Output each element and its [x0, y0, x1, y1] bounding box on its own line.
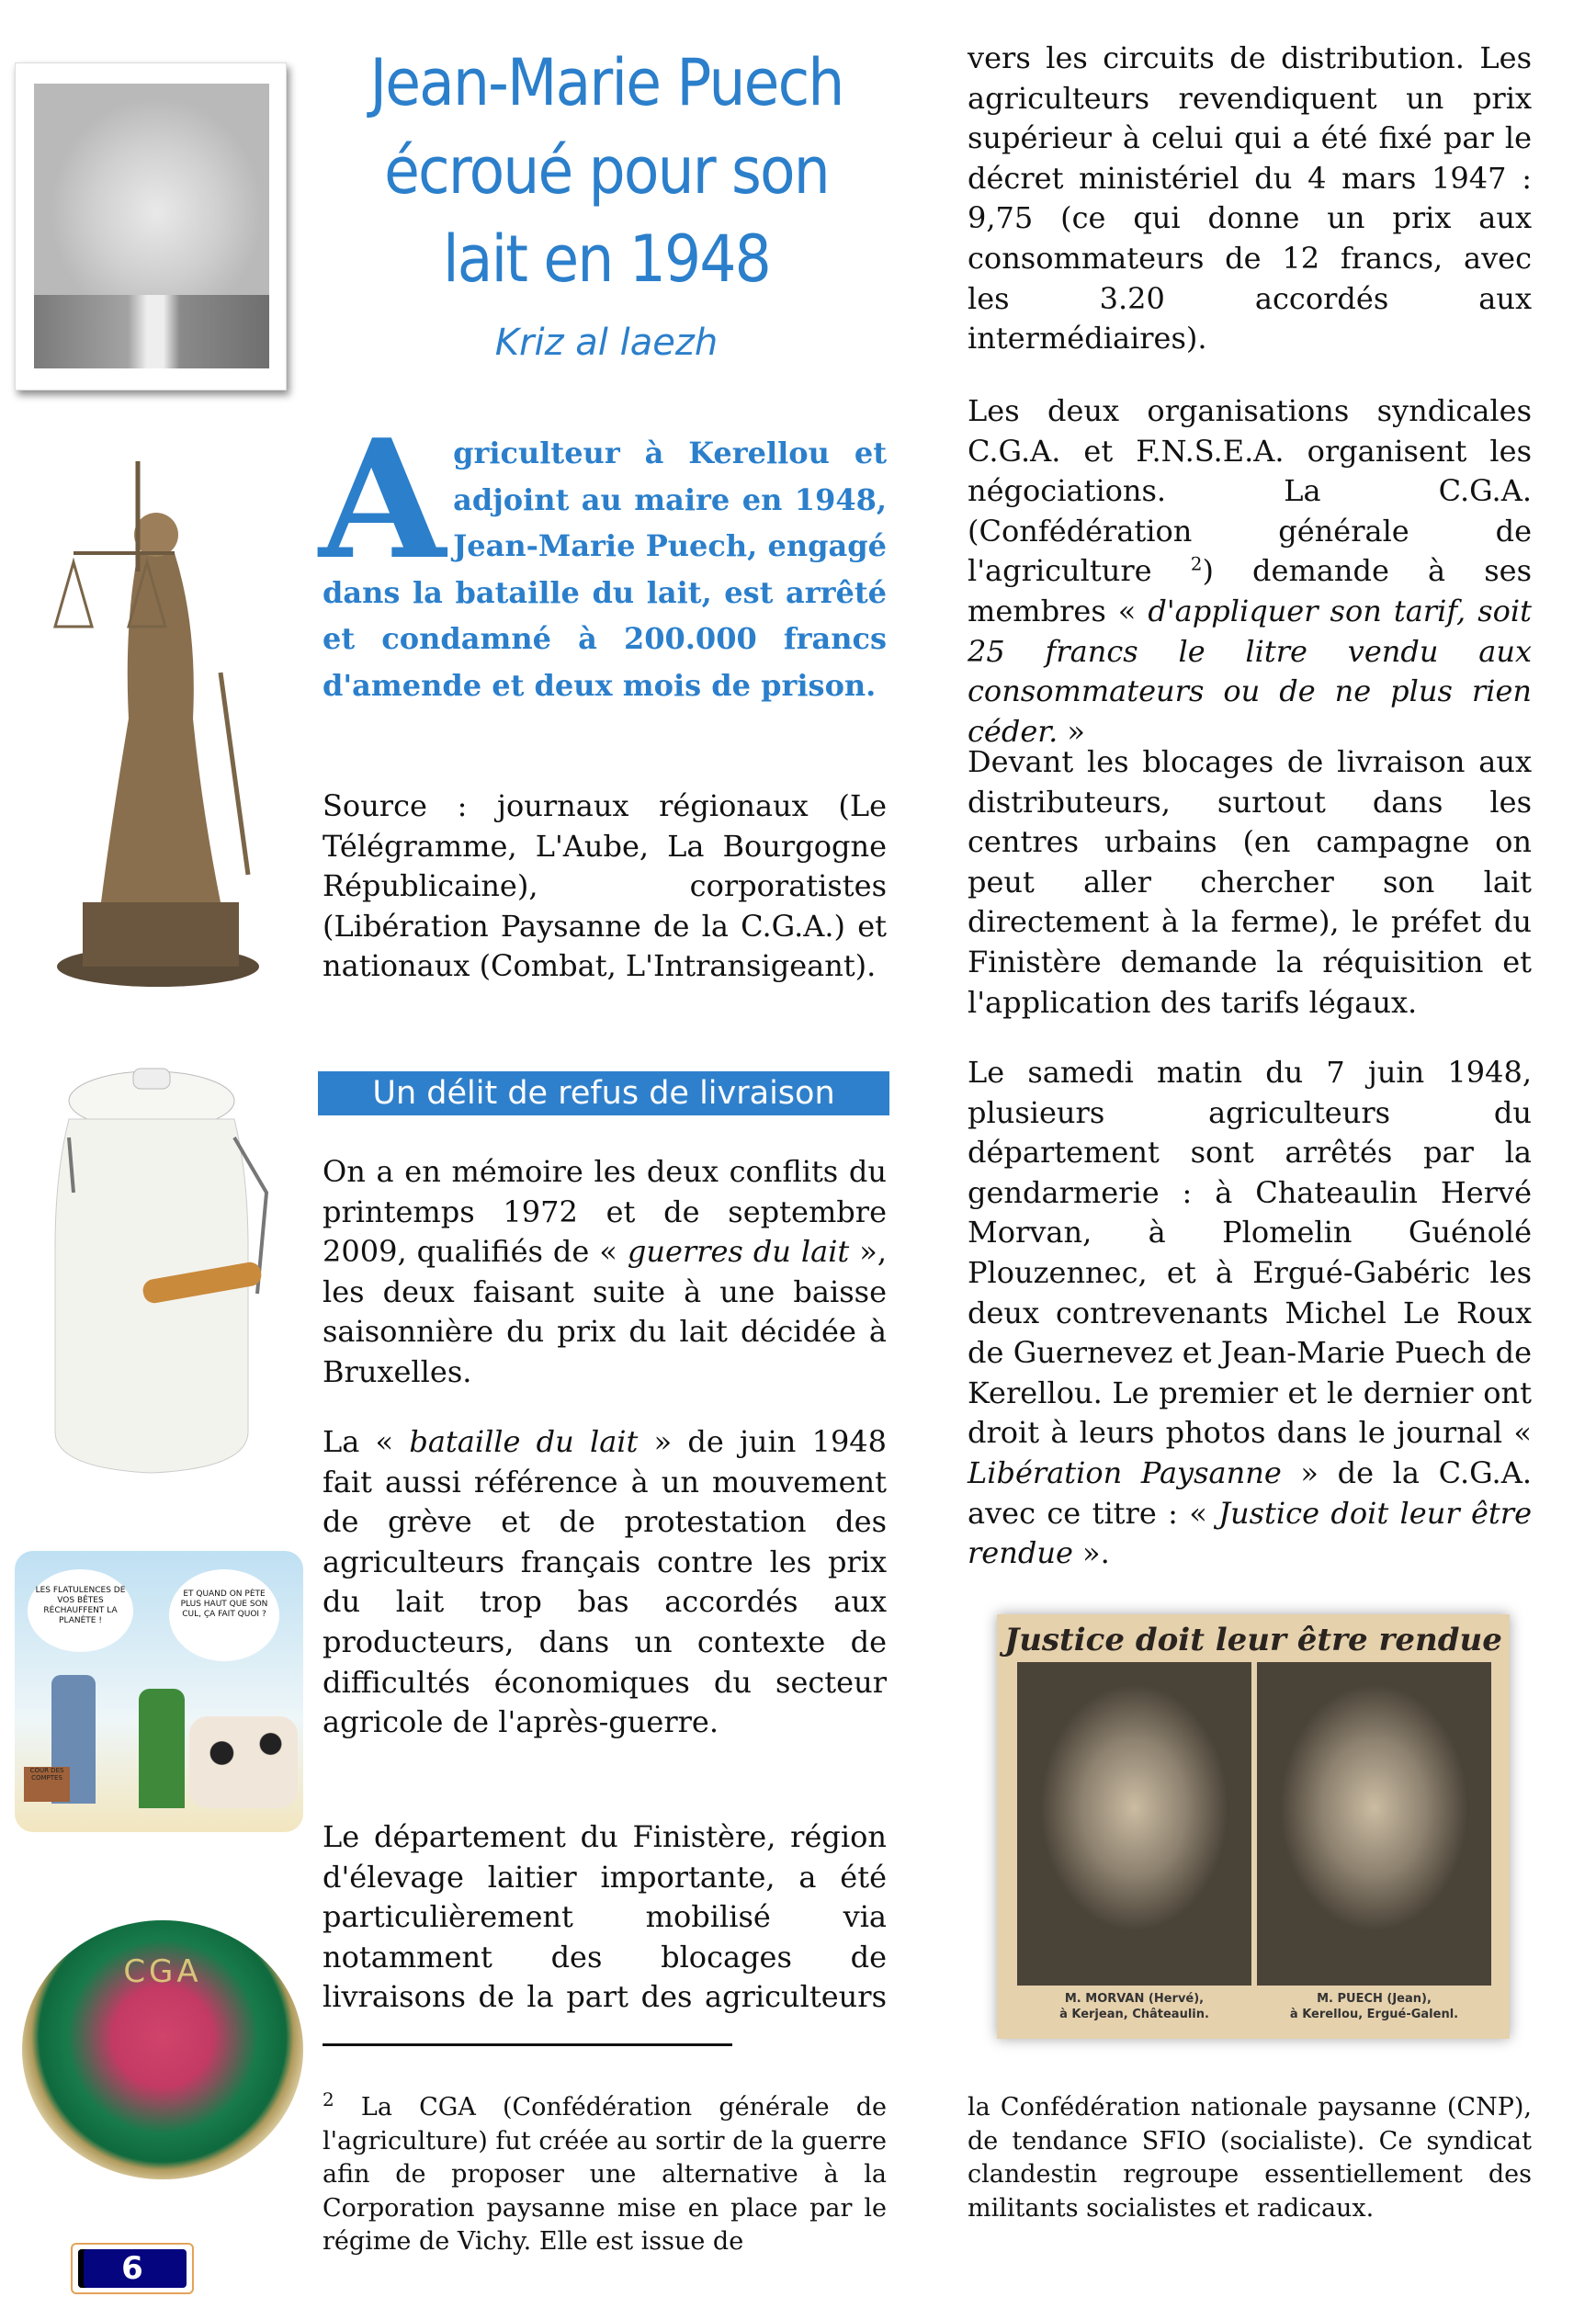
page-number-badge [71, 2243, 194, 2294]
paragraph: Devant les blocages de livraison aux distributeurs, surtout dans les centres urbains (en campagne on peut aller chercher son lait directement à la ferme), le préfet du Finistère demande la réquisition et l'application des tarifs légaux. [968, 744, 1532, 1020]
photo-puech [1257, 1662, 1491, 1986]
text: », les deux faisant suite à une baisse saisonnière du prix du lait décidée à Bruxelles. [323, 1234, 888, 1389]
paragraph: vers les circuits de distribution. Les agriculteurs revendiquent un prix supérieur à celui qui a été fixé par le décret ministériel du 4 mars 1947 : 9,75 (ce qui donne un prix aux consommateurs de 12 francs, avec les 3.20 accordés aux intermédiaires). [968, 40, 1532, 356]
sources-paragraph: Source : journaux régionaux (Le Télégramme, L'Aube, La Bourgogne Républicaine), corporatistes (Libération Paysanne de la C.G.A.) et nationaux (Combat, L'Intransigeant). [323, 788, 887, 984]
caption-line: à Kerjean, Châteaulin. [1059, 2008, 1209, 2021]
footnote-marker: 2 [323, 2088, 334, 2110]
title-line: Jean-Marie Puech [369, 45, 843, 120]
caption-line: à Kerellou, Ergué-Galenl. [1289, 2008, 1459, 2021]
briefcase: COUR DES COMPTES [24, 1767, 70, 1802]
paragraph [968, 1053, 1532, 1574]
text: Les deux organisations syndicales C.G.A. et F.N.S.E.A. organisent les négociations. La C.G.A. (Confédération générale de l'agriculture [968, 393, 1532, 589]
portrait-photo-jean-marie-puech [34, 84, 269, 368]
footnote-text: La CGA (Confédération générale de l'agriculture) fut créée au sortir de la guerre afin de proposer une alternative à la Corporation paysanne mise en place par le régime de Vichy. Elle est issue de [323, 2093, 888, 2256]
caption-line: M. PUECH (Jean), [1317, 1992, 1432, 2006]
text: Le samedi matin du 7 juin 1948, plusieurs agriculteurs du département sont arrêtés par la gendarmerie : à Chateaulin Hervé Morvan, à Plomelin Guénolé Plouzennec, et à Ergué-Gabéric les deux contrevenants Michel Le Roux de Guernevez et Jean-Marie Puech de Kerellou. Le premier et le dernier ont droit à leurs photos dans le journal « [968, 1055, 1532, 1451]
caption-morvan [1017, 1991, 1251, 2022]
title-line: écroué pour son [384, 133, 829, 209]
lady-justice-statue-image [37, 443, 280, 997]
section-heading: Un délit de refus de livraison [318, 1071, 889, 1115]
footnote-ref[interactable]: 2 [1190, 552, 1203, 575]
italic-text: Libération Paysanne [968, 1454, 1282, 1490]
newspaper-clipping-image [997, 1614, 1510, 2039]
speech-bubble-right: ET QUAND ON PÈTE PLUS HAUT QUE SON CUL, ÇA FAIT QUOI ? [169, 1569, 279, 1661]
text: ) demande à ses membres « [968, 553, 1533, 628]
badge-text: CGA [123, 1953, 202, 1990]
portrait-photo-frame [15, 62, 287, 390]
cga-badge-image [22, 1920, 303, 2179]
text: ». [1072, 1535, 1110, 1571]
caption-line: M. MORVAN (Hervé), [1064, 1992, 1205, 2006]
title-line: lait en 1948 [443, 221, 770, 297]
cartoon-farmer [139, 1689, 185, 1808]
text: La « [323, 1424, 410, 1459]
text: » [1058, 713, 1085, 749]
author-byline: Kriz al laezh [494, 322, 719, 364]
milk-can-image [37, 1064, 280, 1485]
italic-text: guerres du lait [627, 1234, 850, 1270]
footnote-divider [323, 2043, 732, 2046]
text: » de juin 1948 fait aussi référence à un mouvement de grève et de protestation des agriculteurs français contre les prix du lait trop bas accordés aux producteurs, dans un contexte de difficultés économiques du secteur agricole de l'après-guerre. [323, 1424, 888, 1740]
italic-text: d'appliquer son tarif, soit 25 francs le litre vendu aux consommateurs ou de ne plus rien céder. [968, 593, 1533, 749]
drop-cap: A [319, 403, 447, 595]
lead-paragraph [319, 403, 887, 708]
text: On a en mémoire les deux conflits du printemps 1972 et de septembre 2009, qualifiés de « [323, 1154, 887, 1270]
speech-bubble-left: LES FLATULENCES DE VOS BÊTES RÉCHAUFFENT LA PLANÈTE ! [28, 1569, 133, 1652]
photo-morvan [1017, 1662, 1251, 1986]
cartoon-image [15, 1551, 303, 1832]
clipping-headline: Justice doit leur être rendue [1004, 1622, 1502, 1658]
page-number: 6 [78, 2249, 187, 2288]
italic-text: bataille du lait [409, 1424, 639, 1459]
paragraph [323, 1422, 887, 1743]
paragraph [323, 1152, 887, 1393]
lead-text: griculteur à Kerellou et adjoint au maire en 1948, Jean-Marie Puech, engagé dans la bataille du lait, est arrêté et condamné à 200.000 francs d'amende et deux mois de prison. [323, 436, 887, 703]
footnote-left [323, 2088, 888, 2259]
paragraph: Le département du Finistère, région d'élevage laitier importante, a été particulièrement mobilisé via notamment des blocages de livraisons de la part des agriculteurs [323, 1819, 887, 2015]
cartoon-cows [189, 1716, 298, 1808]
caption-puech [1257, 1991, 1491, 2022]
text: » de la C.G.A. avec ce titre : « [968, 1454, 1533, 1531]
page-title [367, 39, 846, 303]
paragraph [968, 391, 1532, 752]
footnote-right: la Confédération nationale paysanne (CNP), de tendance SFIO (socialiste). Ce syndicat clandestin regroupe essentiellement des militants socialistes et radicaux. [968, 2093, 1532, 2223]
italic-text: Justice doit leur être rendue [968, 1495, 1533, 1571]
